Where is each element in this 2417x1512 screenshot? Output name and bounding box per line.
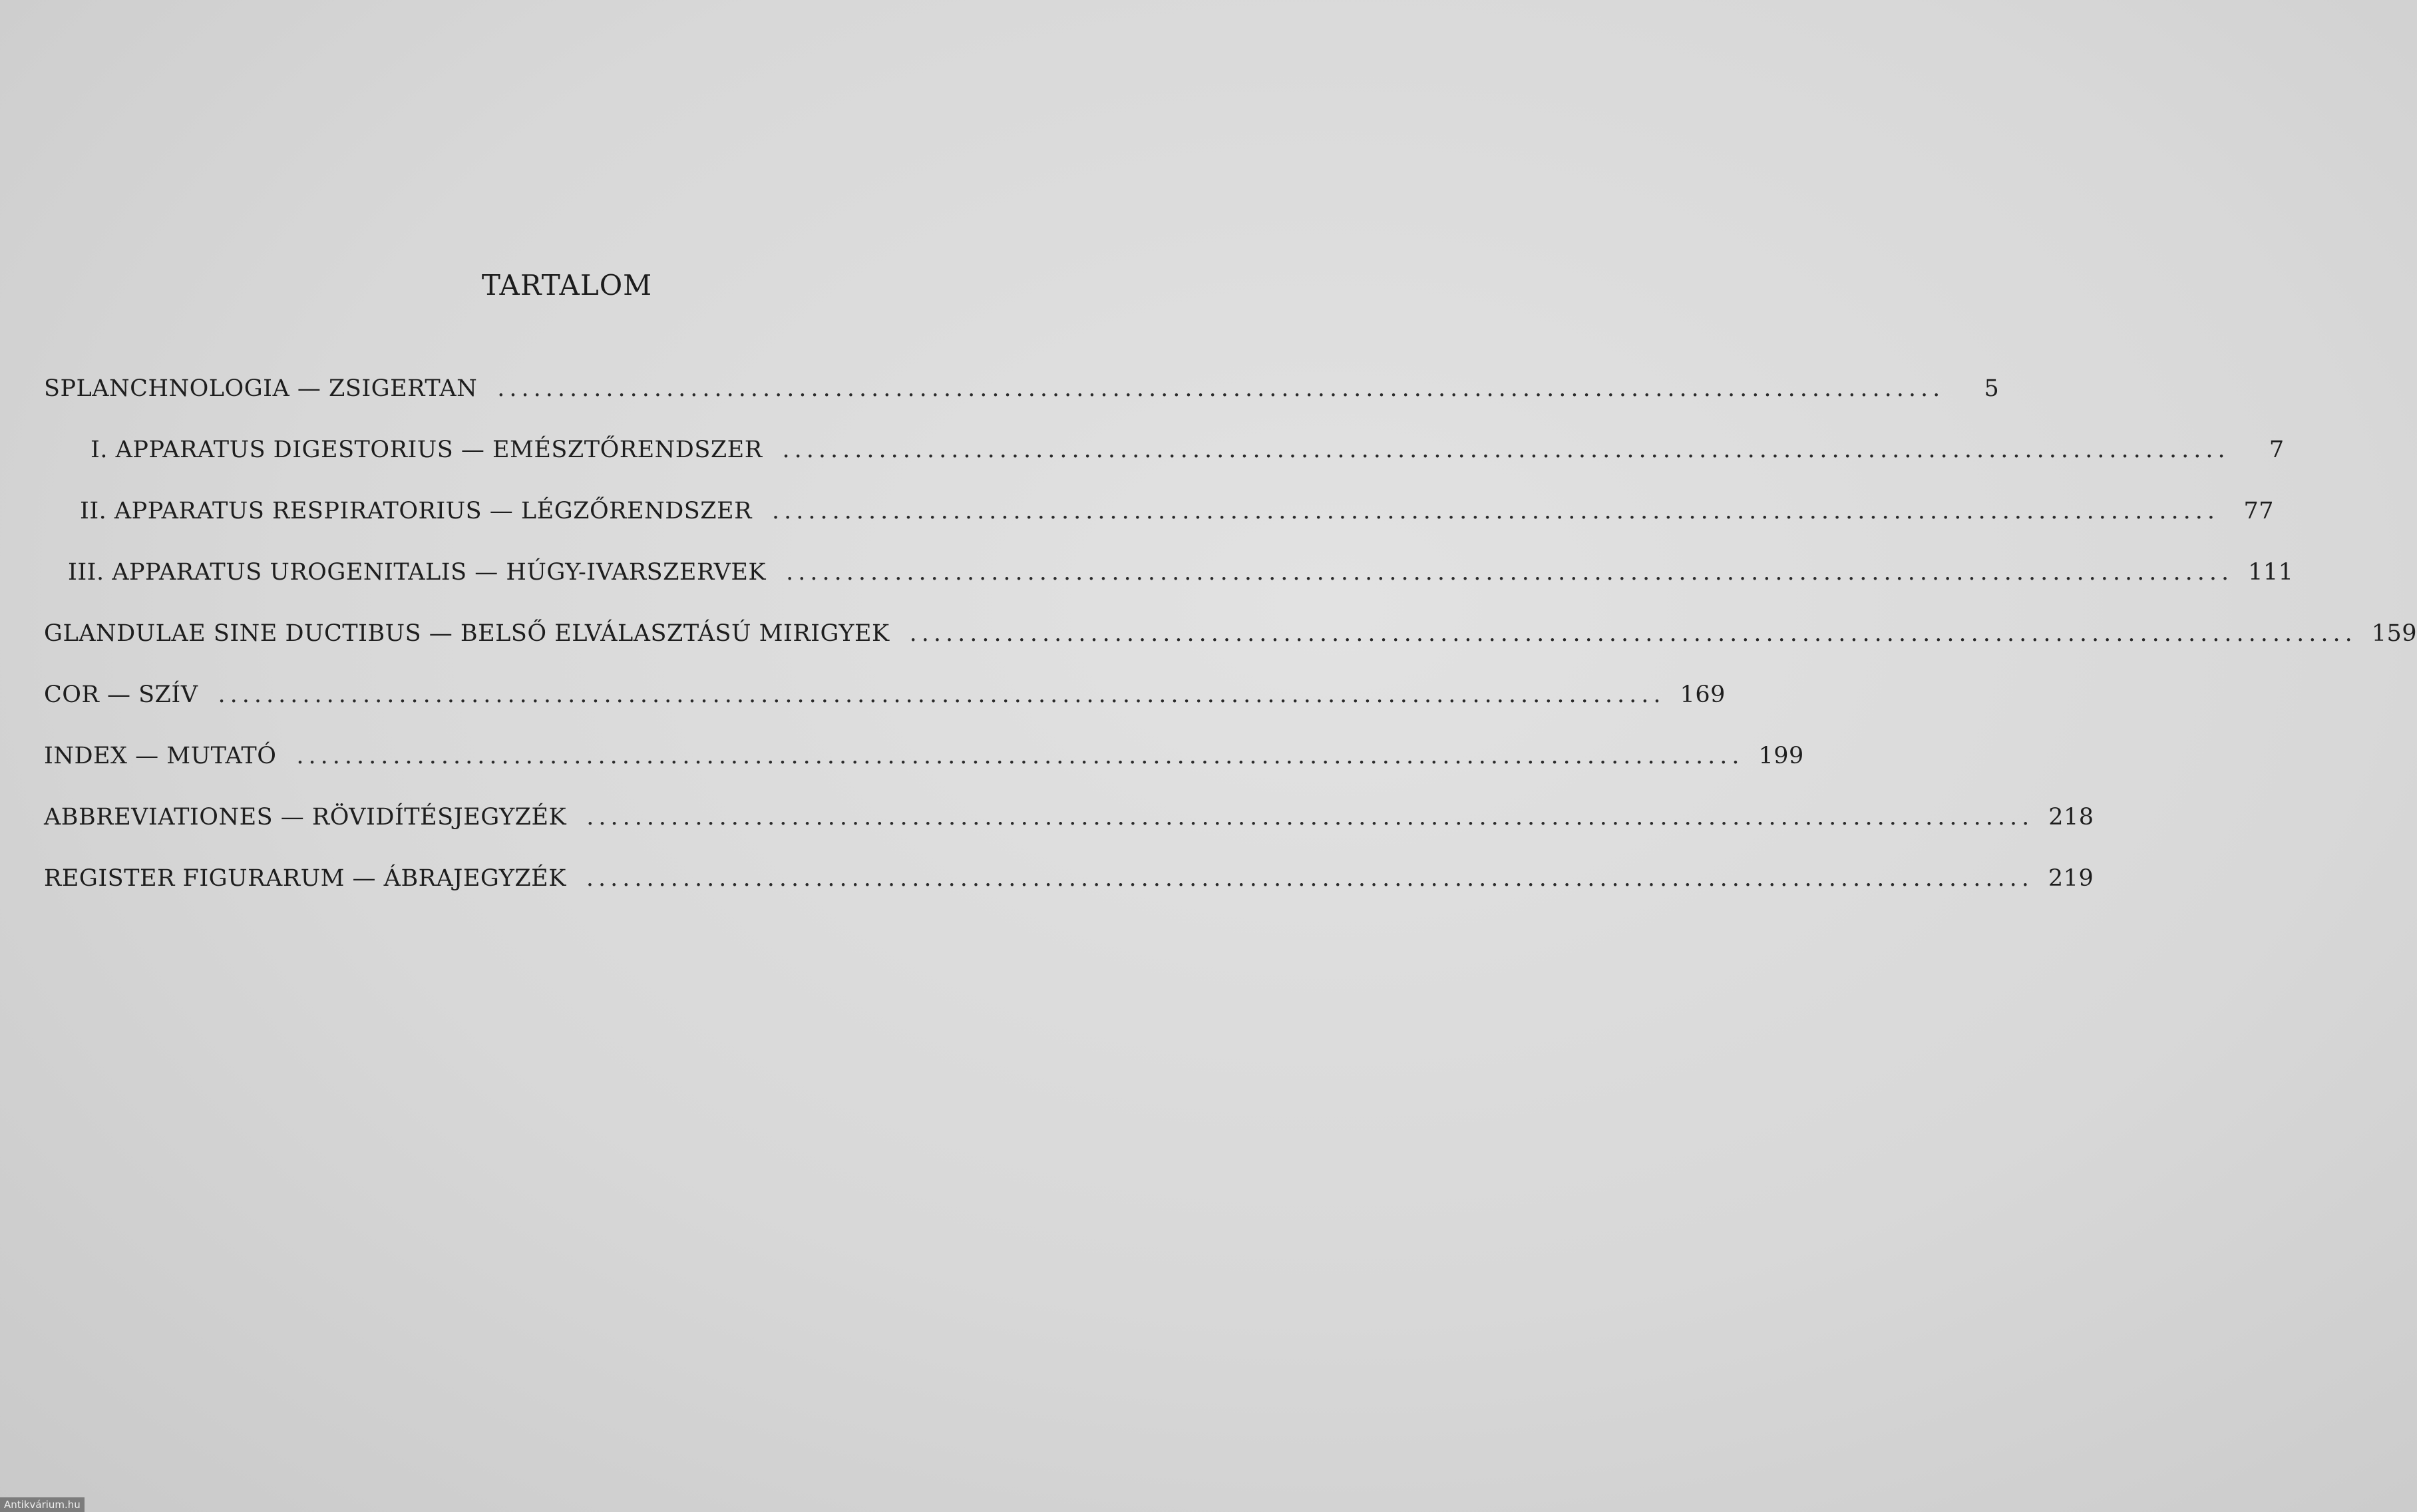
toc-entry-label: I. APPARATUS DIGESTORIUS — EMÉSZTŐRENDSZER [91, 437, 763, 463]
toc-entry-page: 77 [2243, 498, 2275, 524]
dot-leader: ........................................................................................................................ [218, 681, 1666, 708]
dot-leader: ........................................................................................................................ [771, 498, 2220, 524]
toc-entry [44, 679, 1726, 711]
toc-entry-label: SPLANCHNOLOGIA — ZSIGERTAN [44, 375, 478, 402]
dot-leader: ........................................................................................................................ [296, 743, 1744, 769]
watermark: Antikvárium.hu [0, 1497, 85, 1512]
toc-entry [44, 373, 2000, 405]
toc-entry-page: 219 [2048, 865, 2094, 892]
toc-entry [80, 495, 2275, 527]
toc-entry-page: 111 [2248, 559, 2294, 586]
toc-entry [44, 801, 2094, 833]
toc-entry-page: 7 [2269, 437, 2285, 463]
dot-leader: ........................................................................................................................ [586, 865, 2034, 892]
toc-entry-label: GLANDULAE SINE DUCTIBUS — BELSŐ ELVÁLASZTÁSÚ MIRIGYEK [44, 620, 890, 647]
dot-leader: ........................................................................................................................ [497, 375, 1945, 402]
toc-entry [68, 556, 2294, 588]
toc-entry-page: 5 [1984, 375, 2000, 402]
toc-entry-label: COR — SZÍV [44, 681, 198, 708]
toc-entry-label: III. APPARATUS UROGENITALIS — HÚGY-IVARSZERVEK [68, 559, 767, 586]
toc-entry-label: REGISTER FIGURARUM — ÁBRAJEGYZÉK [44, 865, 566, 892]
toc-entry [91, 434, 2285, 466]
toc-entry [44, 618, 2417, 650]
dot-leader: ........................................................................................................................ [909, 620, 2357, 647]
page-title: TARTALOM [481, 269, 653, 301]
dot-leader: ........................................................................................................................ [782, 437, 2230, 463]
toc-entry-label: INDEX — MUTATÓ [44, 743, 277, 769]
toc-entry [44, 862, 2094, 894]
toc-entry-page: 218 [2048, 804, 2094, 831]
toc-entry-label: ABBREVIATIONES — RÖVIDÍTÉSJEGYZÉK [44, 804, 567, 831]
dot-leader: ........................................................................................................................ [786, 559, 2234, 586]
dot-leader: ........................................................................................................................ [586, 804, 2034, 831]
toc-entry-page: 169 [1680, 681, 1726, 708]
toc-entry-page: 199 [1758, 743, 1804, 769]
toc-entry [44, 740, 1804, 772]
toc-entry-label: II. APPARATUS RESPIRATORIUS — LÉGZŐRENDSZER [80, 498, 752, 524]
toc-entry-page: 159 [2371, 620, 2417, 647]
